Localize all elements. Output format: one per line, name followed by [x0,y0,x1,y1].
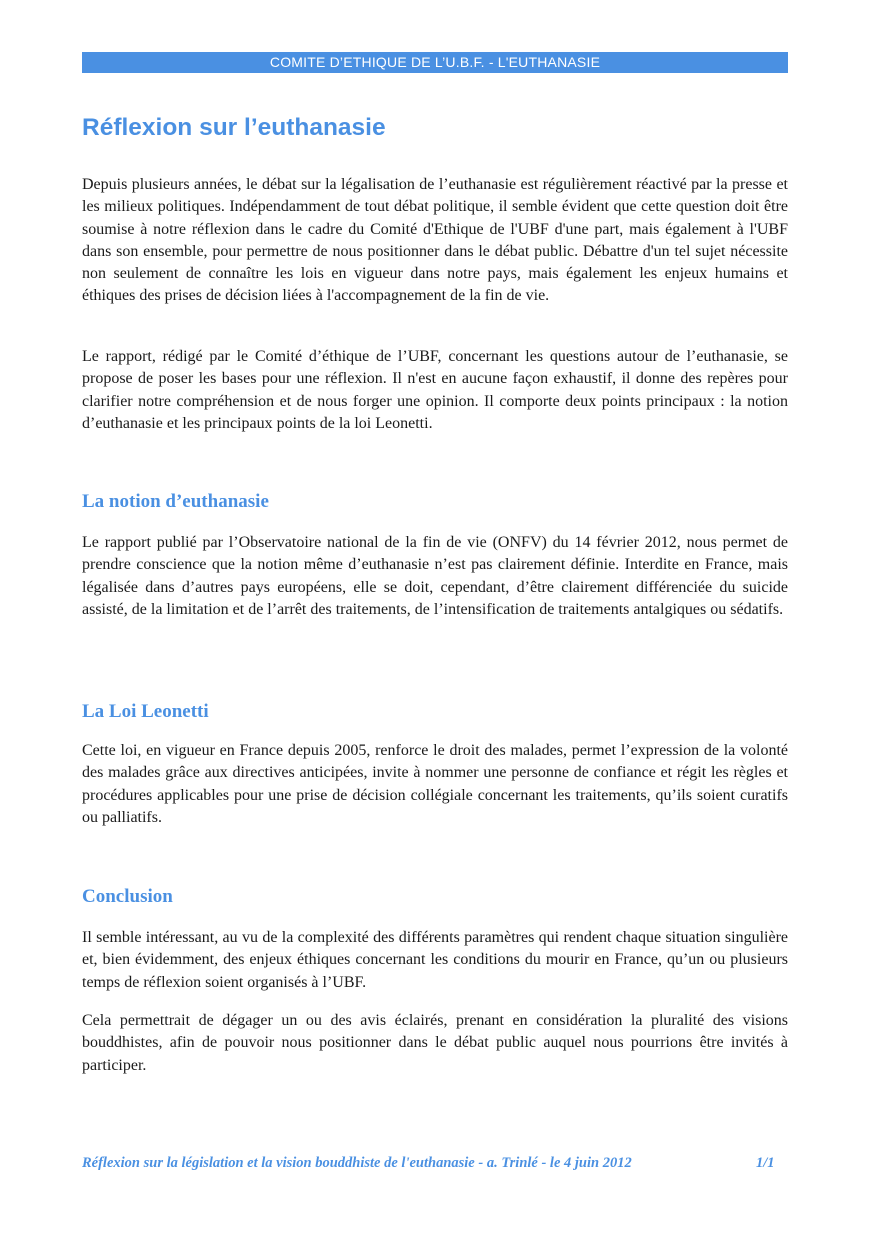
conclusion-paragraph-2: Cela permettrait de dégager un ou des avis éclairés, prenant en considération la pluralité des visions bouddhistes, afin de pouvoir nous positionner dans le débat public auquel nous pourrions être invités à participer. [82,1012,788,1074]
conclusion-paragraph-1: Il semble intéressant, au vu de la complexité des différents paramètres qui rendent chaque situation singulière et, bien évidemment, des enjeux éthiques concernant les conditions du mourir en France, qu’un ou plusieurs temps de réflexion soient organisés à l’UBF. [82,929,788,991]
header-banner: COMITE D’ETHIQUE DE L’U.B.F. - L'EUTHANASIE [82,52,788,73]
section-heading-notion: La notion d’euthanasie [82,491,269,512]
section-loi-leonetti-paragraph: Cette loi, en vigueur en France depuis 2005, renforce le droit des malades, permet l’expression de la volonté des malades grâce aux directives anticipées, invite à nommer une personne de confiance et régit les règles et procédures applicables pour une prise de décision collégiale concernant les traitements, qu’ils soient curatifs ou palliatifs. [82,742,788,826]
section-heading-loi-leonetti: La Loi Leonetti [82,701,209,722]
section-notion-paragraph: Le rapport publié par l’Observatoire national de la fin de vie (ONFV) du 14 février 2012, nous permet de prendre conscience que la notion même d’euthanasie n’est pas clairement définie. Interdite en France, mais légalisée dans d’autres pays européens, elle se doit, cependant, d’être clairement différenciée du suicide assisté, de la limitation et de l’arrêt des traitements, de l’intensification de traitements antalgiques ou sédatifs. [82,534,788,618]
footer-page-number: 1/1 [756,1155,775,1171]
section-heading-conclusion: Conclusion [82,886,173,907]
intro-paragraph-1: Depuis plusieurs années, le débat sur la légalisation de l’euthanasie est régulièrement réactivé par la presse et les milieux politiques. Indépendamment de tout débat politique, il semble évident que cette question doit être soumise à notre réflexion dans le cadre du Comité d'Ethique de l'UBF d'une part, mais également à l'UBF dans son ensemble, pour permettre de nous positionner dans le débat public. Débattre d'un tel sujet nécessite non seulement de connaître les lois en vigueur dans notre pays, mais également les enjeux humains et éthiques des prises de décision liées à l'accompagnement de la fin de vie. [82,176,788,305]
intro-paragraph-2: Le rapport, rédigé par le Comité d’éthique de l’UBF, concernant les questions autour de l’euthanasie, se propose de poser les bases pour une réflexion. Il n'est en aucune façon exhaustif, il donne des repères pour clarifier notre compréhension et de nous forger une opinion. Il comporte deux points principaux : la notion d’euthanasie et les principaux points de la loi Leonetti. [82,348,788,432]
page-title: Réflexion sur l’euthanasie [82,114,386,141]
footer-text: Réflexion sur la législation et la vision bouddhiste de l'euthanasie - a. Trinlé - le 4 juin 2012 [82,1155,632,1171]
